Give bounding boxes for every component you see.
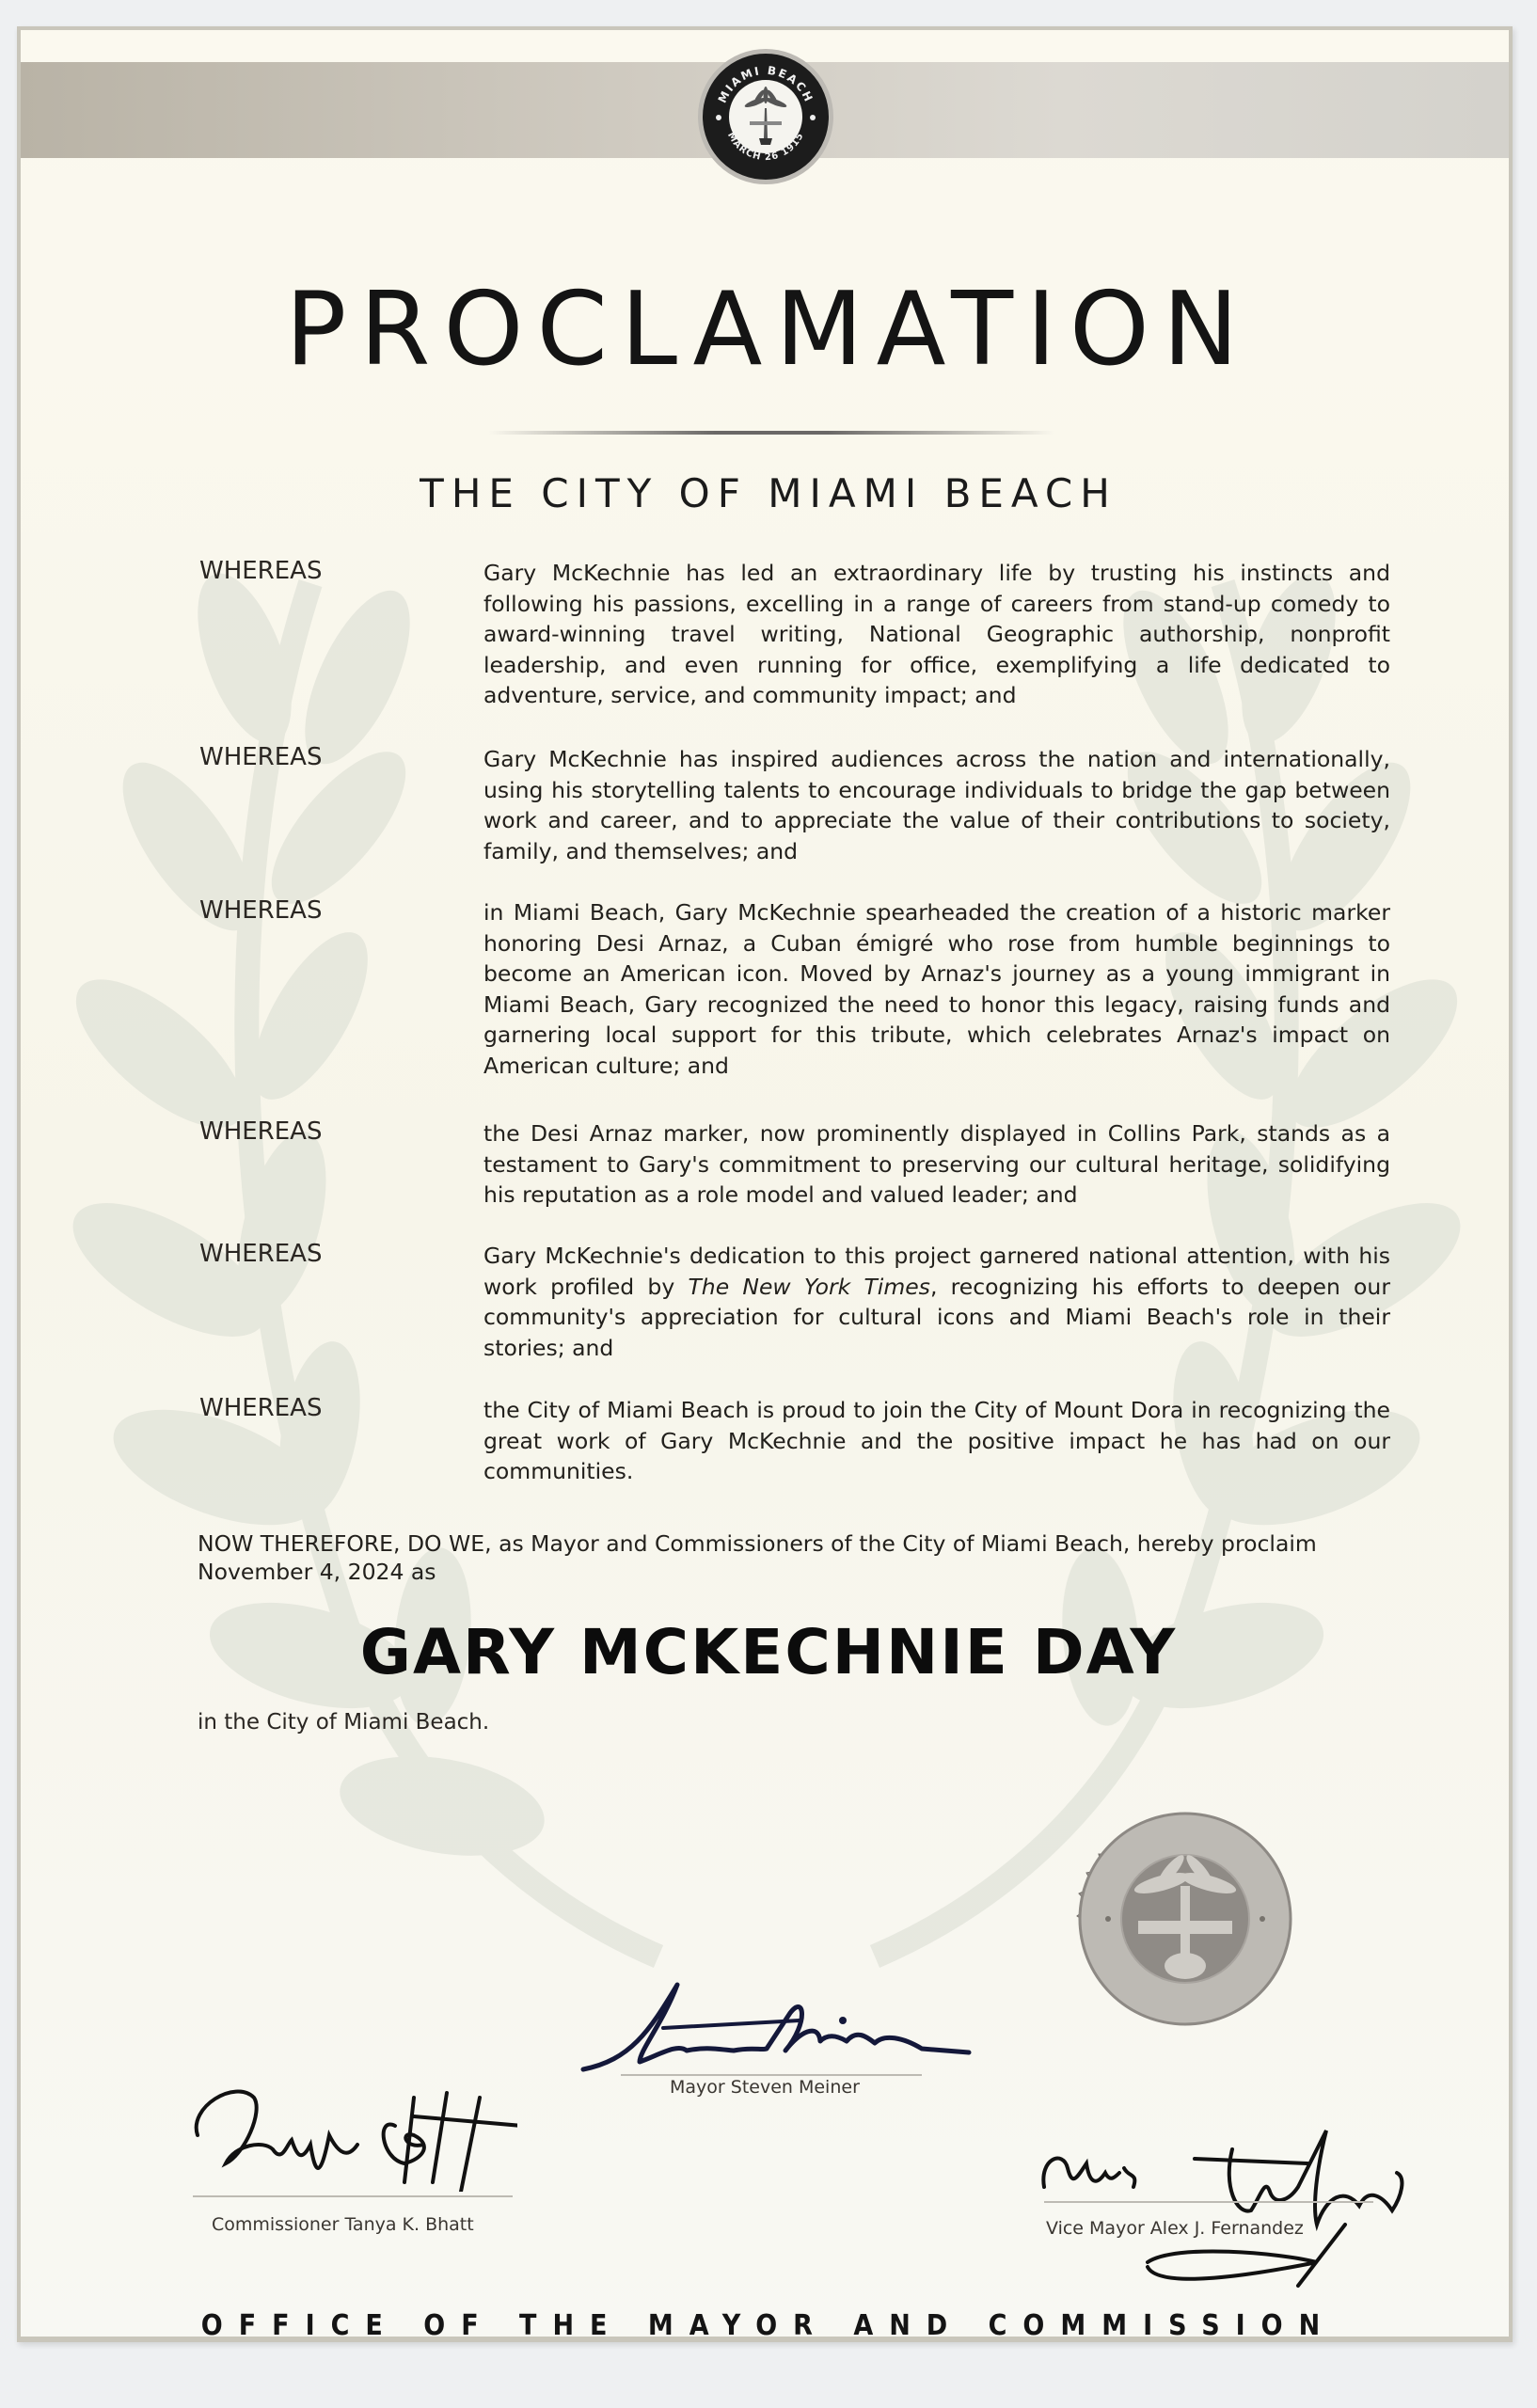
whereas-label: WHEREAS: [199, 896, 323, 925]
embossed-city-seal-icon: [1044, 1778, 1326, 2060]
whereas-label: WHEREAS: [199, 557, 323, 585]
whereas-text: the Desi Arnaz marker, now prominently displayed in Collins Park, stands as a testament to Gary's commitment to preserving our cultural heritage, solidifying his reputation as a role model and valued leader; and: [483, 1120, 1390, 1208]
whereas-text: Gary McKechnie's dedication to this project garnered national attention, with his work profiled by The New York Times, recognizing his efforts to deepen our community's appreciation for cultural icons and Miami Beach's role in their stories; and: [483, 1243, 1390, 1361]
proclamation-lead: NOW THEREFORE, DO WE,: [198, 1530, 492, 1557]
whereas-label: WHEREAS: [199, 1394, 323, 1422]
mayor-title: Mayor Steven Meiner: [670, 2077, 860, 2098]
mayor-signature-icon: [574, 1975, 988, 2079]
page-title: PROCLAMATION: [285, 271, 1252, 388]
svg-text:MARCH 26 1915: MARCH 26 1915: [724, 130, 806, 164]
commissioner-signature-line: [193, 2195, 513, 2197]
city-seal-logo: [698, 49, 833, 184]
subtitle: THE CITY OF MIAMI BEACH: [420, 470, 1117, 516]
vice-mayor-signature-icon: [1035, 2121, 1430, 2290]
issuing-office-footer: OFFICE OF THE MAYOR AND COMMISSION: [200, 2309, 1337, 2342]
whereas-text: in Miami Beach, Gary McKechnie spearheaded the creation of a historic marker honoring Desi Arnaz, a Cuban émigré who rose from humble beginnings to become an American icon. Moved by Arnaz's journey as a young immigrant in Miami Beach, Gary recognized the need to honor this legacy, raising funds and garnering local support for this tribute, which celebrates Arnaz's impact on American culture; and: [483, 899, 1390, 1079]
vice-mayor-signature-line: [1044, 2201, 1373, 2203]
title-divider: [489, 431, 1054, 435]
whereas-text: Gary McKechnie has inspired audiences across the nation and internationally, using his storytelling talents to encourage individuals to bridge the gap between work and career, and to appreciate the value of their contributions to society, family, and themselves; and: [483, 746, 1390, 864]
palm-tree-icon: [703, 54, 829, 180]
whereas-text: the City of Miami Beach is proud to join the City of Mount Dora in recognizing the great work of Gary McKechnie and the positive impact he has had on our communities.: [483, 1397, 1390, 1484]
mayor-signature-line: [621, 2074, 922, 2076]
vice-mayor-title: Vice Mayor Alex J. Fernandez: [1046, 2218, 1304, 2239]
proclamation-location: in the City of Miami Beach.: [198, 1710, 490, 1735]
whereas-label: WHEREAS: [199, 1240, 323, 1268]
svg-text:MIAMI BEACH: MIAMI BEACH: [715, 63, 816, 105]
commissioner-signature-icon: [179, 2069, 517, 2192]
proclamation-statement: NOW THEREFORE, DO WE, as Mayor and Commissioners of the City of Miami Beach, hereby proclaim November 4, 2024 as: [198, 1530, 1317, 1585]
commissioner-title: Commissioner Tanya K. Bhatt: [212, 2214, 474, 2235]
whereas-label: WHEREAS: [199, 1117, 323, 1146]
publication-name: The New York Times: [688, 1273, 930, 1300]
whereas-label: WHEREAS: [199, 743, 323, 771]
proclaimed-day-name: GARY MCKECHNIE DAY: [359, 1616, 1178, 1688]
whereas-text: Gary McKechnie has led an extraordinary life by trusting his instincts and following his passions, excelling in a range of careers from stand-up comedy to award-winning travel writing, National Geographic authorship, nonprofit leadership, and even running for office, exemplifying a life dedicated to adventure, service, and community impact; and: [483, 560, 1390, 708]
